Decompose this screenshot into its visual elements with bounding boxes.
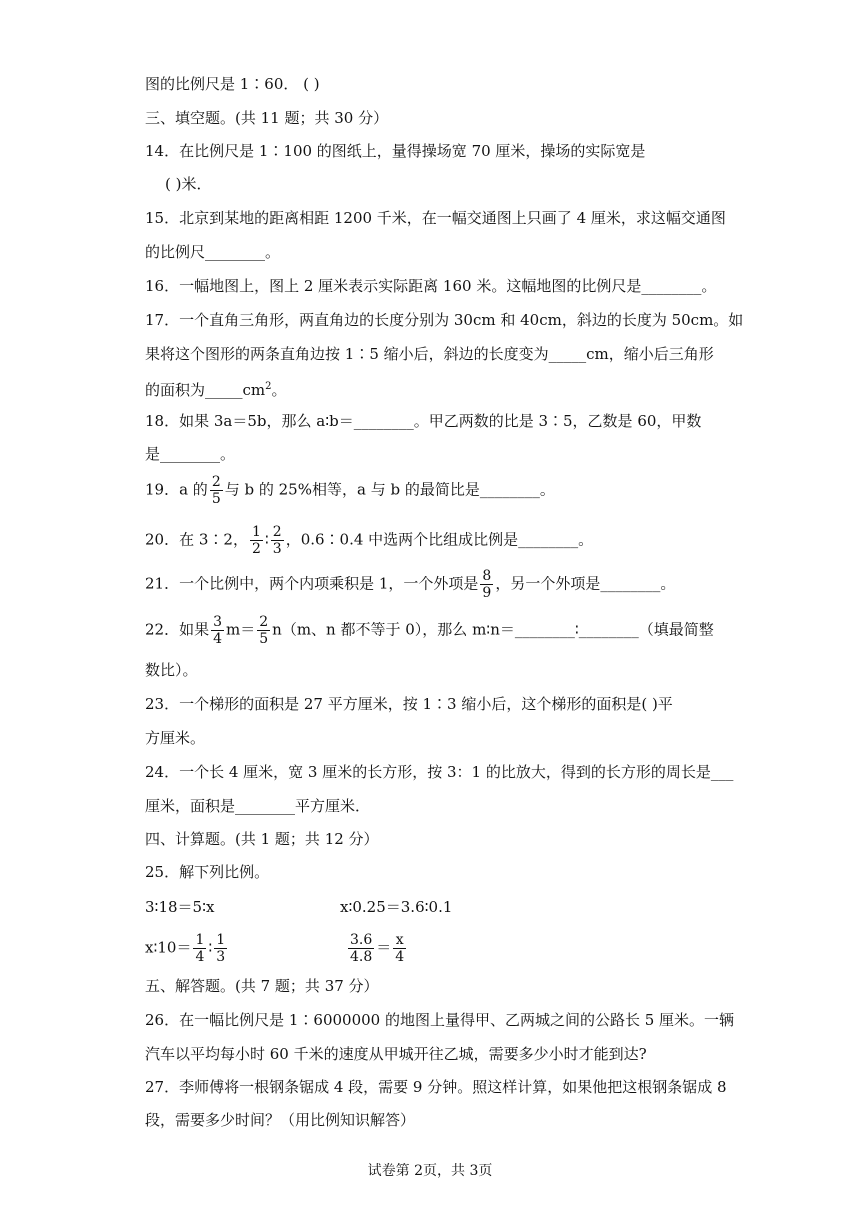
equation-1: 3∶18＝5∶x [145,898,215,916]
q22-text-post: n（m、n 都不等于 0），那么 m∶n＝________∶________（填最简整 [272,620,714,639]
question-19 [145,474,555,507]
fraction [393,932,406,965]
fraction-numerator: 1 [216,932,226,948]
fraction [271,524,284,557]
question-17-line-1: 17．一个直角三角形，两直角边的长度分别为 30cm 和 40cm，斜边的长度为 50cm。如 [145,311,744,329]
fraction-numerator: 8 [482,568,492,584]
fraction [210,474,223,507]
question-24-line-2: 厘米，面积是________平方厘米． [145,797,371,815]
section-heading-word-problems: 五、解答题。(共 7 题；共 37 分） [145,977,379,995]
q22-text-mid: m＝ [226,620,256,639]
q17-superscript: 2 [265,381,272,392]
question-18-line-2: 是________。 [145,445,236,463]
fraction-denominator: 9 [482,585,492,601]
question-23-line-1: 23．一个梯形的面积是 27 平方厘米，按 1∶3 缩小后，这个梯形的面积是( )平 [145,695,673,713]
question-15-line-1: 15．北京到某地的距离相距 1200 千米，在一幅交通图上只画了 4 厘米，求这幅交通图 [145,209,726,227]
section-heading-calculation: 四、计算题。(共 1 题；共 12 分） [145,830,379,848]
question-27-line-2: 段，需要多少时间？（用比例知识解答） [145,1111,416,1129]
fraction [348,932,374,965]
question-17-line-3 [145,377,287,400]
fraction-numerator: 1 [251,524,261,540]
page-footer: 试卷第 2页，共 3页 [367,1163,493,1179]
fraction-denominator: 3 [216,949,226,965]
ratio-colon: ∶ [264,530,269,549]
question-26-line-2: 汽车以平均每小时 60 千米的速度从甲城开往乙城，需要多少小时才能到达? [145,1045,647,1063]
eq3-text-pre: x∶10＝ [145,938,192,957]
q22-text-pre: 22．如果 [145,620,210,639]
fraction-numerator: 2 [211,474,221,490]
q21-text-pre: 21．一个比例中，两个内项乘积是 1，一个外项是 [145,574,479,593]
question-22-line-1 [145,614,714,647]
fraction [250,524,263,557]
fraction-denominator: 5 [211,491,221,507]
question-26-line-1: 26．在一幅比例尺是 1∶6000000 的地图上量得甲、乙两城之间的公路长 5 厘米。一辆 [145,1011,735,1029]
fraction-numerator: 1 [195,932,205,948]
fraction-denominator: 2 [251,541,261,557]
question-16: 16．一幅地图上，图上 2 厘米表示实际距离 160 米。这幅地图的比例尺是________。 [145,277,717,295]
fraction-denominator: 4.8 [350,949,373,965]
q21-text-post: ，另一个外项是________。 [495,574,676,593]
fraction-numerator: x [393,932,406,949]
equation-4 [346,932,408,965]
fraction-denominator: 4 [213,631,223,647]
question-18-line-1: 18．如果 3a＝5b，那么 a∶b＝________。甲乙两数的比是 3∶5，乙数是 60，甲数 [145,412,702,430]
fraction-numerator: 2 [272,524,282,540]
question-14-line-1: 14．在比例尺是 1∶100 的图纸上，量得操场宽 70 厘米，操场的实际宽是 [145,142,646,160]
fraction-denominator: 5 [259,631,269,647]
question-27-line-1: 27．李师傅将一根钢条锯成 4 段，需要 9 分钟。照这样计算，如果他把这根钢条锯成 8 [145,1078,727,1096]
equation-2: x∶0.25＝3.6∶0.1 [340,898,453,916]
fraction-denominator: 4 [395,949,405,965]
question-20 [145,524,593,557]
q20-text-post: ，0.6∶0.4 中选两个比组成比例是________。 [285,530,594,549]
fraction-denominator: 4 [195,949,205,965]
fraction-numerator: 3.6 [350,932,373,948]
q17-text: 的面积为_____cm [145,381,266,399]
question-14-line-2: ( )米． [165,175,212,193]
fraction [257,614,270,647]
question-24-line-1: 24．一个长 4 厘米，宽 3 厘米的长方形，按 3：1 的比放大，得到的长方形的周长是___ [145,763,734,781]
equation-3 [145,932,229,965]
fraction [214,932,227,965]
question-22-line-2: 数比）。 [145,661,198,679]
q17-end: 。 [271,381,287,399]
fraction [211,614,224,647]
question-25: 25．解下列比例。 [145,863,270,881]
equals-sign: ＝ [376,938,392,957]
q19-text-pre: 19．a 的 [145,480,208,499]
fraction-denominator: 3 [272,541,282,557]
line-prev-question: 图的比例尺是 1∶60． ( ) [145,75,320,93]
question-23-line-2: 方厘米。 [145,729,206,747]
question-15-line-2: 的比例尺________。 [145,243,281,261]
ratio-colon: ∶ [208,938,213,957]
section-heading-fill-blank: 三、填空题。(共 11 题；共 30 分） [145,109,389,127]
fraction-numerator: 2 [259,614,269,630]
q19-text-post: 与 b 的 25%相等，a 与 b 的最简比是________。 [224,480,555,499]
fraction-numerator: 3 [213,614,223,630]
question-21 [145,568,675,601]
fraction [193,932,206,965]
fraction [480,568,493,601]
question-17-line-2: 果将这个图形的两条直角边按 1∶5 缩小后，斜边的长度变为_____cm，缩小后三角形 [145,345,714,363]
q20-text-pre: 20．在 3∶2， [145,530,248,549]
